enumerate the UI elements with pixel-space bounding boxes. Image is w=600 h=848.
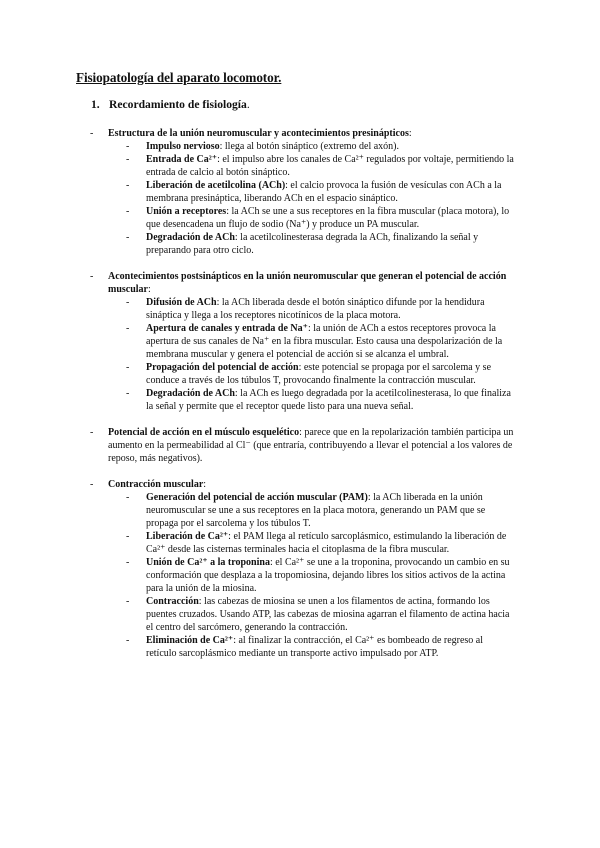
- dash-marker: -: [126, 297, 130, 308]
- bullet-heading: Potencial de acción en el músculo esquelético: [108, 427, 300, 438]
- dash-marker: -: [126, 362, 130, 373]
- sub-bullet-term: Entrada de Ca²⁺: [146, 154, 218, 165]
- sub-bullet-text: : este potencial se propaga por el sarcolema y se conduce a través de los túbulos T, provocando finalmente la contracción muscular.: [146, 362, 492, 386]
- dash-marker: -: [90, 479, 94, 490]
- sub-bullet: [126, 634, 516, 660]
- sub-bullet-term: Apertura de canales y entrada de Na⁺: [146, 323, 308, 334]
- sub-bullet-text: : la unión de ACh a estos receptores provoca la apertura de sus canales de Na⁺ en la fibra muscular. Esto causa una despolarización de la membrana muscular y genera el potencial de acción si se alcanza el umbral.: [146, 323, 503, 360]
- sub-bullet-term: Difusión de ACh: [146, 297, 217, 308]
- sub-bullet-text: : la ACh liberada desde el botón sináptico difunde por la hendidura sináptica y llega a los receptores nicotínicos de la placa motora.: [146, 297, 485, 321]
- bullet-text: :: [408, 128, 412, 139]
- sub-bullet-text: : el Ca²⁺ se une a la troponina, provocando un cambio en su conformación que desplaza a la tropomiosina, dejando libres los sitios activos de la actina para la unión de la miosina.: [146, 557, 510, 594]
- section-label: Recordamiento de fisiología: [109, 98, 247, 111]
- sub-bullet: [126, 595, 516, 634]
- bullet-text: :: [148, 284, 151, 295]
- sub-bullet-text: : el calcio provoca la fusión de vesículas con ACh a la membrana presináptica, liberando ACh en el espacio sináptico.: [146, 180, 502, 204]
- document-title: Fisiopatología del aparato locomotor.: [76, 70, 282, 85]
- sub-bullet-term: Unión a receptores: [146, 206, 227, 217]
- dash-marker: -: [126, 388, 130, 399]
- sub-bullet: [126, 231, 516, 257]
- dash-marker: -: [126, 635, 130, 646]
- sub-bullet-text: : las cabezas de miosina se unen a los filamentos de actina, formando los puentes cruzados. Usando ATP, las cabezas de miosina agarran el filamento de actina hacia el centro del sarcómero, generando la contracción.: [146, 596, 510, 633]
- sub-bullet: [126, 556, 516, 595]
- sub-bullet: [126, 387, 516, 413]
- sub-bullet: [126, 322, 516, 361]
- dash-marker: -: [126, 154, 130, 165]
- sub-bullet-text: : la acetilcolinesterasa degrada la ACh, finalizando la señal y preparando para otro ciclo.: [146, 232, 479, 256]
- sub-bullet: [126, 205, 516, 231]
- dash-marker: -: [126, 141, 130, 152]
- bullet-text: :: [203, 479, 207, 490]
- bullet-heading: Estructura de la unión neuromuscular y acontecimientos presinápticos: [108, 128, 409, 139]
- sub-bullet: [126, 140, 516, 153]
- sub-bullet-term: Liberación de Ca²⁺: [146, 531, 229, 542]
- section-label-tail: .: [246, 98, 250, 111]
- section-heading: [91, 98, 516, 111]
- sub-bullet: [126, 296, 516, 322]
- outline-block: [76, 478, 516, 660]
- outline-block: [76, 270, 516, 413]
- sub-bullet-term: Generación del potencial de acción muscular (PAM): [146, 492, 368, 503]
- bullet-heading: Contracción muscular: [108, 479, 204, 490]
- dash-marker: -: [126, 232, 130, 243]
- top-level-bullet: [76, 426, 516, 465]
- top-level-bullet: [76, 478, 516, 491]
- section-number: 1.: [91, 98, 100, 111]
- sub-bullet: [126, 530, 516, 556]
- sub-bullet-text: : llega al botón sináptico (extremo del axón).: [219, 141, 400, 152]
- sub-bullet: [126, 491, 516, 530]
- sub-bullet-term: Contracción: [146, 596, 199, 607]
- sub-bullet-term: Liberación de acetilcolina (ACh): [146, 180, 286, 191]
- sub-bullet-text: : la ACh es luego degradada por la acetilcolinesterasa, lo que finaliza la señal y permite que el receptor quede listo para una nueva señal.: [146, 388, 511, 412]
- sub-bullet-term: Degradación de ACh: [146, 388, 235, 399]
- sub-bullet-text: : el impulso abre los canales de Ca²⁺ regulados por voltaje, permitiendo la entrada de calcio al botón sináptico.: [146, 154, 514, 178]
- dash-marker: -: [90, 271, 94, 282]
- outline-block: [76, 426, 516, 465]
- dash-marker: -: [126, 180, 130, 191]
- sub-bullet-text: : la ACh se une a sus receptores en la fibra muscular (placa motora), lo que desencadena un flujo de sodio (Na⁺) y produce un PA muscular.: [146, 206, 510, 230]
- top-level-bullet: [76, 270, 516, 296]
- top-level-bullet: [76, 127, 516, 140]
- sub-bullet-text: : el PAM llega al retículo sarcoplásmico, estimulando la liberación de Ca²⁺ desde las cisternas terminales hacia el citoplasma de la fibra muscular.: [146, 531, 507, 555]
- sub-bullet-text: : la ACh liberada en la unión neuromuscular se une a sus receptores en la placa motora, generando un PAM que se propaga por el sarcolema y los túbulos T.: [146, 492, 486, 529]
- bullet-text: : parece que en la repolarización también participa un aumento en la permeabilidad al Cl⁻ (que entraría, contribuyendo a llevar el potencial a los valores de reposo, más negativos).: [108, 427, 514, 464]
- outline-block: [76, 127, 516, 257]
- sub-bullet-term: Propagación del potencial de acción: [146, 362, 299, 373]
- dash-marker: -: [126, 323, 130, 334]
- dash-marker: -: [126, 596, 130, 607]
- dash-marker: -: [90, 427, 94, 438]
- bullet-heading: Acontecimientos postsinápticos en la unión neuromuscular que generan el potencial de acción muscular: [108, 271, 507, 295]
- sub-bullet-term: Unión de Ca²⁺ a la troponina: [146, 557, 270, 568]
- dash-marker: -: [126, 531, 130, 542]
- outline-list: [76, 127, 516, 660]
- sub-bullet: [126, 179, 516, 205]
- sub-bullet-text: : al finalizar la contracción, el Ca²⁺ es bombeado de regreso al retículo sarcoplásmico mediante un transporte activo impulsado por ATP.: [146, 635, 484, 659]
- sub-bullet-term: Eliminación de Ca²⁺: [146, 635, 234, 646]
- dash-marker: -: [126, 206, 130, 217]
- dash-marker: -: [126, 492, 130, 503]
- sub-bullet-term: Degradación de ACh: [146, 232, 235, 243]
- sub-bullet: [126, 153, 516, 179]
- sub-bullet: [126, 361, 516, 387]
- sub-bullet-term: Impulso nervioso: [146, 141, 220, 152]
- dash-marker: -: [90, 128, 94, 139]
- dash-marker: -: [126, 557, 130, 568]
